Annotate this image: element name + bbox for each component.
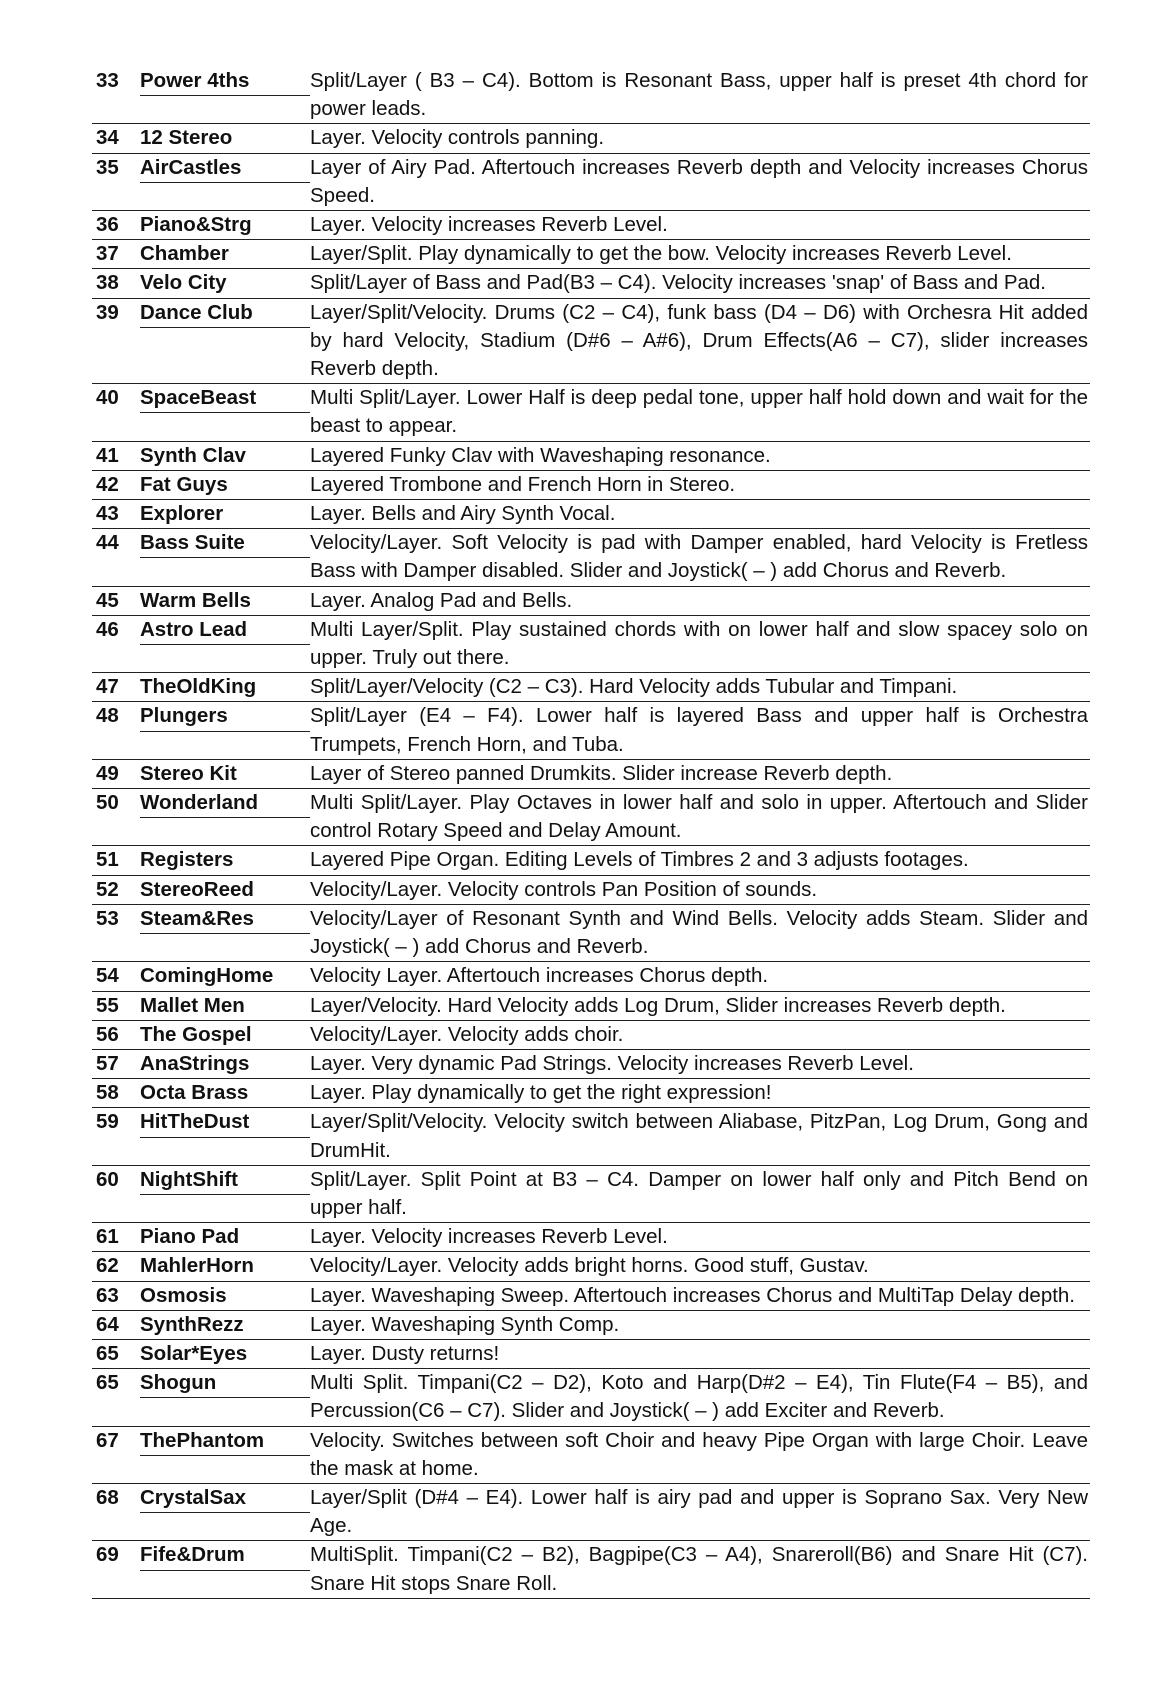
patch-description: Split/Layer (E4 – F4). Lower half is layered Bass and upper half is Orchestra Trumpets, French Horn, and Tuba. bbox=[310, 704, 1088, 756]
patch-number: 57 bbox=[96, 1051, 119, 1075]
table-row bbox=[92, 673, 1090, 702]
table-row bbox=[92, 1021, 1090, 1050]
table-row bbox=[92, 1108, 1090, 1165]
patch-description: Split/Layer ( B3 – C4). Bottom is Resonant Bass, upper half is preset 4th chord for power leads. bbox=[310, 69, 1088, 121]
table-row bbox=[92, 1484, 1090, 1541]
patch-number: 48 bbox=[96, 704, 119, 728]
patch-description: Layer. Waveshaping Synth Comp. bbox=[310, 1312, 620, 1336]
patch-number: 35 bbox=[96, 155, 119, 179]
table-row bbox=[92, 1166, 1090, 1223]
patch-description: Multi Split/Layer. Play Octaves in lower half and solo in upper. Aftertouch and Slider control Rotary Speed and Delay Amount. bbox=[310, 791, 1088, 843]
patch-name: Piano&Strg bbox=[140, 211, 310, 240]
patch-description: Layer. Play dynamically to get the right expression! bbox=[310, 1081, 772, 1105]
patch-name: AirCastles bbox=[140, 154, 310, 183]
table-row bbox=[92, 1079, 1090, 1108]
patch-description: Layer. Very dynamic Pad Strings. Velocity increases Reverb Level. bbox=[310, 1051, 914, 1075]
patch-number: 65 bbox=[96, 1341, 119, 1365]
patch-number: 42 bbox=[96, 472, 119, 496]
table-row bbox=[92, 1311, 1090, 1340]
patch-description: Multi Split/Layer. Lower Half is deep pedal tone, upper half hold down and wait for the beast to appear. bbox=[310, 386, 1088, 438]
patch-name: Dance Club bbox=[140, 299, 310, 328]
patch-description: Multi Layer/Split. Play sustained chords with on lower half and slow spacey solo on upper. Truly out there. bbox=[310, 617, 1088, 670]
patch-description: Layer. Bells and Airy Synth Vocal. bbox=[310, 502, 616, 526]
patch-description: Velocity/Layer. Velocity controls Pan Position of sounds. bbox=[310, 877, 818, 901]
patch-number: 58 bbox=[96, 1081, 119, 1105]
table-row bbox=[92, 471, 1090, 500]
table-row bbox=[92, 1050, 1090, 1079]
patch-description: Split/Layer of Bass and Pad(B3 – C4). Velocity increases 'snap' of Bass and Pad. bbox=[310, 271, 1046, 295]
patch-description: Layer. Analog Pad and Bells. bbox=[310, 588, 573, 612]
table-row bbox=[92, 876, 1090, 905]
table-row bbox=[92, 1340, 1090, 1369]
patch-number: 52 bbox=[96, 877, 119, 901]
table-row bbox=[92, 240, 1090, 269]
patch-number: 40 bbox=[96, 386, 119, 410]
patch-name: Astro Lead bbox=[140, 616, 310, 645]
patch-name: The Gospel bbox=[140, 1021, 310, 1050]
patch-number: 33 bbox=[96, 69, 119, 92]
patch-description: Velocity/Layer. Velocity adds bright horns. Good stuff, Gustav. bbox=[310, 1254, 869, 1278]
patch-name: Warm Bells bbox=[140, 587, 310, 616]
patch-description: Split/Layer/Velocity (C2 – C3). Hard Velocity adds Tubular and Timpani. bbox=[310, 675, 958, 699]
patch-number: 63 bbox=[96, 1283, 119, 1307]
table-row bbox=[92, 1427, 1090, 1484]
table-row bbox=[92, 1369, 1090, 1426]
patch-description: Layer/Velocity. Hard Velocity adds Log Drum, Slider increases Reverb depth. bbox=[310, 993, 1006, 1017]
patch-name: StereoReed bbox=[140, 876, 310, 905]
patch-list-table bbox=[92, 67, 1090, 1599]
table-row bbox=[92, 789, 1090, 846]
patch-description: Velocity Layer. Aftertouch increases Chorus depth. bbox=[310, 964, 769, 988]
table-row bbox=[92, 442, 1090, 471]
patch-name: HitTheDust bbox=[140, 1108, 310, 1137]
patch-number: 34 bbox=[96, 126, 119, 150]
patch-description: MultiSplit. Timpani(C2 – B2), Bagpipe(C3 – A4), Snareroll(B6) and Snare Hit (C7). Snare Hit stops Snare Roll. bbox=[310, 1543, 1088, 1595]
patch-description: Layer/Split/Velocity. Velocity switch between Aliabase, PitzPan, Log Drum, Gong and DrumHit. bbox=[310, 1110, 1088, 1162]
table-row bbox=[92, 1252, 1090, 1281]
patch-name: Registers bbox=[140, 846, 310, 875]
patch-name: Mallet Men bbox=[140, 992, 310, 1021]
patch-description: Layer. Waveshaping Sweep. Aftertouch increases Chorus and MultiTap Delay depth. bbox=[310, 1283, 1076, 1307]
patch-description: Velocity/Layer. Velocity adds choir. bbox=[310, 1022, 624, 1046]
patch-description: Velocity/Layer. Soft Velocity is pad with Damper enabled, hard Velocity is Fretless Bass with Damper disabled. Slider and Joystick( – ) add Chorus and Reverb. bbox=[310, 531, 1088, 583]
table-row bbox=[92, 962, 1090, 991]
patch-number: 55 bbox=[96, 993, 119, 1017]
patch-number: 43 bbox=[96, 502, 119, 526]
patch-number: 64 bbox=[96, 1312, 119, 1336]
table-row bbox=[92, 529, 1090, 586]
patch-name: Explorer bbox=[140, 500, 310, 529]
patch-name: 12 Stereo bbox=[140, 124, 310, 153]
patch-description: Layer/Split (D#4 – E4). Lower half is airy pad and upper is Soprano Sax. Very New Age. bbox=[310, 1485, 1088, 1538]
patch-number: 49 bbox=[96, 761, 119, 785]
patch-number: 47 bbox=[96, 675, 119, 699]
patch-number: 41 bbox=[96, 443, 119, 467]
patch-description: Layer. Velocity controls panning. bbox=[310, 126, 605, 150]
patch-description: Layer/Split. Play dynamically to get the bow. Velocity increases Reverb Level. bbox=[310, 242, 1012, 266]
patch-name: Piano Pad bbox=[140, 1223, 310, 1252]
patch-number: 62 bbox=[96, 1254, 119, 1278]
patch-number: 46 bbox=[96, 617, 119, 641]
patch-description: Layer of Airy Pad. Aftertouch increases Reverb depth and Velocity increases Chorus Speed. bbox=[310, 155, 1088, 207]
patch-number: 38 bbox=[96, 271, 119, 295]
patch-name: Velo City bbox=[140, 269, 310, 298]
table-row bbox=[92, 299, 1090, 385]
patch-description: Layered Funky Clav with Waveshaping resonance. bbox=[310, 443, 771, 467]
patch-number: 67 bbox=[96, 1428, 119, 1452]
table-row bbox=[92, 124, 1090, 153]
patch-name: Fife&Drum bbox=[140, 1541, 310, 1570]
table-row bbox=[92, 67, 1090, 124]
patch-name: Steam&Res bbox=[140, 905, 310, 934]
patch-number: 45 bbox=[96, 588, 119, 612]
patch-number: 69 bbox=[96, 1543, 119, 1567]
patch-name: TheOldKing bbox=[140, 673, 310, 702]
patch-name: ThePhantom bbox=[140, 1427, 310, 1456]
table-row bbox=[92, 1541, 1090, 1598]
table-row bbox=[92, 1282, 1090, 1311]
table-row bbox=[92, 702, 1090, 759]
patch-name: Stereo Kit bbox=[140, 760, 310, 789]
patch-number: 56 bbox=[96, 1022, 119, 1046]
patch-name: AnaStrings bbox=[140, 1050, 310, 1079]
patch-number: 39 bbox=[96, 300, 119, 324]
patch-description: Layer. Velocity increases Reverb Level. bbox=[310, 213, 668, 237]
patch-number: 61 bbox=[96, 1225, 119, 1249]
patch-name: Osmosis bbox=[140, 1282, 310, 1311]
patch-description: Layer. Dusty returns! bbox=[310, 1341, 500, 1365]
patch-description: Velocity/Layer of Resonant Synth and Wind Bells. Velocity adds Steam. Slider and Joystick( – ) add Chorus and Reverb. bbox=[310, 906, 1088, 959]
patch-description: Layer. Velocity increases Reverb Level. bbox=[310, 1225, 668, 1249]
table-row bbox=[92, 616, 1090, 673]
patch-name: Solar*Eyes bbox=[140, 1340, 310, 1369]
table-row bbox=[92, 211, 1090, 240]
patch-name: Chamber bbox=[140, 240, 310, 269]
patch-number: 44 bbox=[96, 531, 119, 555]
patch-name: Power 4ths bbox=[140, 67, 310, 96]
table-row bbox=[92, 905, 1090, 962]
patch-description: Multi Split. Timpani(C2 – D2), Koto and Harp(D#2 – E4), Tin Flute(F4 – B5), and Percussion(C6 – C7). Slider and Joystick( – ) add Exciter and Reverb. bbox=[310, 1371, 1088, 1423]
patch-name: Octa Brass bbox=[140, 1079, 310, 1108]
patch-name: NightShift bbox=[140, 1166, 310, 1195]
table-row bbox=[92, 587, 1090, 616]
patch-number: 59 bbox=[96, 1110, 119, 1134]
patch-number: 54 bbox=[96, 964, 119, 988]
patch-description: Layer of Stereo panned Drumkits. Slider increase Reverb depth. bbox=[310, 761, 893, 785]
patch-number: 68 bbox=[96, 1485, 119, 1509]
patch-description: Layered Pipe Organ. Editing Levels of Timbres 2 and 3 adjusts footages. bbox=[310, 848, 969, 872]
table-row bbox=[92, 154, 1090, 211]
table-row bbox=[92, 269, 1090, 298]
table-row bbox=[92, 992, 1090, 1021]
patch-number: 60 bbox=[96, 1167, 119, 1191]
patch-description: Layered Trombone and French Horn in Stereo. bbox=[310, 472, 736, 496]
patch-name: Synth Clav bbox=[140, 442, 310, 471]
patch-name: CrystalSax bbox=[140, 1484, 310, 1513]
table-row bbox=[92, 384, 1090, 441]
patch-name: Bass Suite bbox=[140, 529, 310, 558]
patch-name: ComingHome bbox=[140, 962, 310, 991]
table-row bbox=[92, 1223, 1090, 1252]
table-row bbox=[92, 760, 1090, 789]
patch-number: 50 bbox=[96, 791, 119, 815]
table-row bbox=[92, 846, 1090, 875]
patch-number: 51 bbox=[96, 848, 119, 872]
patch-description: Split/Layer. Split Point at B3 – C4. Damper on lower half only and Pitch Bend on upper half. bbox=[310, 1167, 1088, 1219]
patch-name: Plungers bbox=[140, 702, 310, 731]
patch-name: SynthRezz bbox=[140, 1311, 310, 1340]
patch-name: SpaceBeast bbox=[140, 384, 310, 413]
patch-name: MahlerHorn bbox=[140, 1252, 310, 1281]
patch-number: 65 bbox=[96, 1371, 119, 1395]
patch-name: Wonderland bbox=[140, 789, 310, 818]
patch-number: 36 bbox=[96, 213, 119, 237]
table-row bbox=[92, 500, 1090, 529]
patch-number: 37 bbox=[96, 242, 119, 266]
patch-description: Velocity. Switches between soft Choir and heavy Pipe Organ with large Choir. Leave the mask at home. bbox=[310, 1428, 1088, 1480]
patch-description: Layer/Split/Velocity. Drums (C2 – C4), funk bass (D4 – D6) with Orchesra Hit added by hard Velocity, Stadium (D#6 – A#6), Drum Effects(A6 – C7), slider increases Reverb depth. bbox=[310, 300, 1088, 381]
patch-number: 53 bbox=[96, 906, 119, 930]
patch-name: Fat Guys bbox=[140, 471, 310, 500]
patch-name: Shogun bbox=[140, 1369, 310, 1398]
